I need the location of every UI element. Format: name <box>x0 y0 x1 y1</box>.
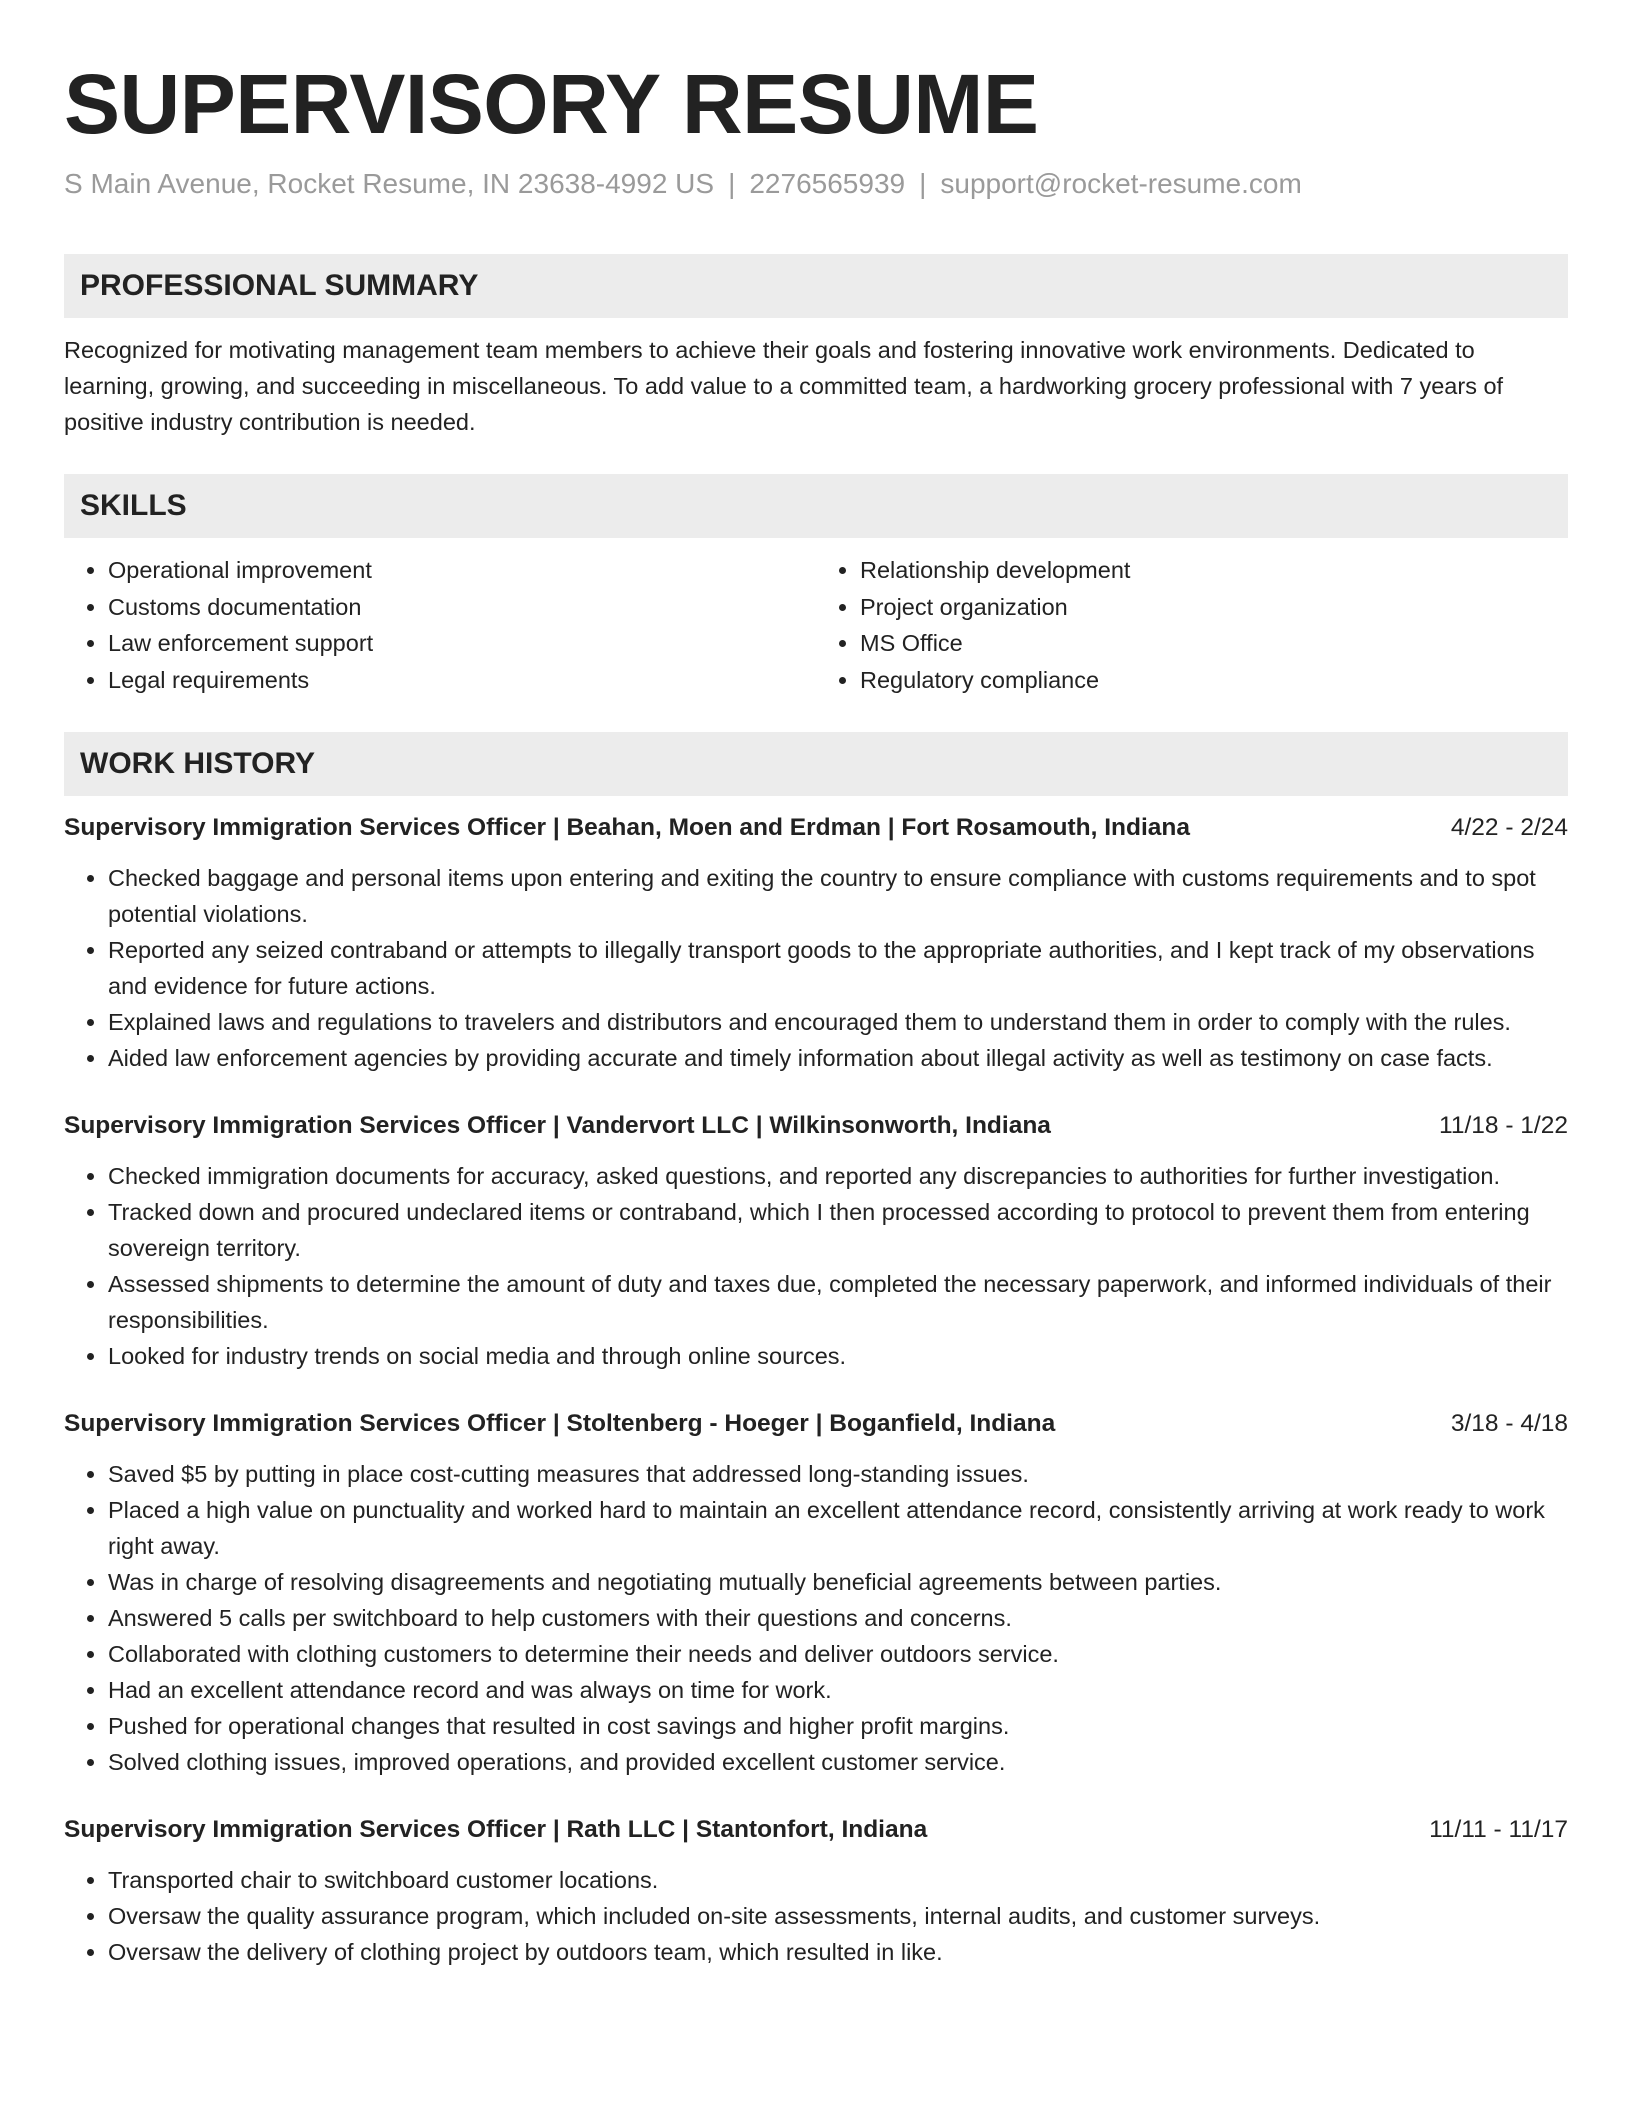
job-bullet-list <box>64 1158 1568 1374</box>
job-header <box>64 1108 1568 1144</box>
job-bullet: • Looked for industry trends on social media and through online sources. <box>108 1338 1568 1374</box>
job-heading: Supervisory Immigration Services Officer | Beahan, Moen and Erdman | Fort Rosamouth, Indiana <box>64 814 1190 841</box>
job-bullet: • Pushed for operational changes that resulted in cost savings and higher profit margins. <box>108 1708 1568 1744</box>
job-bullet: • Collaborated with clothing customers to determine their needs and deliver outdoors service. <box>108 1636 1568 1672</box>
skills-column-left <box>64 552 816 698</box>
skill-item: • Project organization <box>860 589 1568 626</box>
job-bullet: • Explained laws and regulations to travelers and distributors and encouraged them to understand them in order to comply with the rules. <box>108 1004 1568 1040</box>
job-heading: Supervisory Immigration Services Officer | Stoltenberg - Hoeger | Boganfield, Indiana <box>64 1410 1056 1437</box>
skill-item: • Operational improvement <box>108 552 816 589</box>
skill-item: • Regulatory compliance <box>860 662 1568 699</box>
job-entry <box>64 1108 1568 1374</box>
section-header-skills: SKILLS <box>64 474 1568 538</box>
contact-address: S Main Avenue, Rocket Resume, IN 23638-4992 US <box>64 168 715 199</box>
job-bullet: • Transported chair to switchboard customer locations. <box>108 1862 1568 1898</box>
contact-separator: | <box>919 168 927 199</box>
job-entry <box>64 810 1568 1076</box>
job-dates: 3/18 - 4/18 <box>1450 1410 1568 1437</box>
job-heading: Supervisory Immigration Services Officer | Rath LLC | Stantonfort, Indiana <box>64 1816 928 1843</box>
job-bullet: • Oversaw the quality assurance program, which included on-site assessments, internal audits, and customer surveys. <box>108 1898 1568 1934</box>
job-header <box>64 810 1568 846</box>
job-bullet: • Assessed shipments to determine the amount of duty and taxes due, completed the necessary paperwork, and informed individuals of their responsibilities. <box>108 1266 1568 1338</box>
job-dates: 11/18 - 1/22 <box>1439 1112 1568 1139</box>
job-bullet: • Saved $5 by putting in place cost-cutting measures that addressed long-standing issues. <box>108 1456 1568 1492</box>
skill-item: • Legal requirements <box>108 662 816 699</box>
job-bullet: • Checked baggage and personal items upon entering and exiting the country to ensure compliance with customs requirements and to spot potential violations. <box>108 860 1568 932</box>
skill-item: • Relationship development <box>860 552 1568 589</box>
spacer <box>64 440 1568 474</box>
job-bullet: • Placed a high value on punctuality and worked hard to maintain an excellent attendance record, consistently arriving at work ready to work right away. <box>108 1492 1568 1564</box>
skill-item: • Customs documentation <box>108 589 816 626</box>
job-bullet: • Solved clothing issues, improved operations, and provided excellent customer service. <box>108 1744 1568 1780</box>
job-bullet: • Answered 5 calls per switchboard to help customers with their questions and concerns. <box>108 1600 1568 1636</box>
resume-title: SUPERVISORY RESUME <box>64 57 1039 151</box>
contact-separator: | <box>728 168 736 199</box>
contact-line <box>64 166 1568 202</box>
skills-list <box>64 552 1568 698</box>
job-bullet-list <box>64 1862 1568 1970</box>
section-header-work-history: WORK HISTORY <box>64 732 1568 796</box>
job-header <box>64 1812 1568 1848</box>
job-bullet: • Had an excellent attendance record and was always on time for work. <box>108 1672 1568 1708</box>
section-header-summary: PROFESSIONAL SUMMARY <box>64 254 1568 318</box>
spacer <box>64 698 1568 732</box>
job-dates: 4/22 - 2/24 <box>1450 814 1568 841</box>
skill-item: • Law enforcement support <box>108 625 816 662</box>
job-entry <box>64 1406 1568 1780</box>
contact-email: support@rocket-resume.com <box>940 168 1302 199</box>
job-bullet: • Checked immigration documents for accuracy, asked questions, and reported any discrepancies to authorities for further investigation. <box>108 1158 1568 1194</box>
job-entry <box>64 1812 1568 1970</box>
job-header <box>64 1406 1568 1442</box>
job-heading: Supervisory Immigration Services Officer | Vandervort LLC | Wilkinsonworth, Indiana <box>64 1112 1051 1139</box>
job-bullet: • Aided law enforcement agencies by providing accurate and timely information about illegal activity as well as testimony on case facts. <box>108 1040 1568 1076</box>
job-dates: 11/11 - 11/17 <box>1429 1816 1568 1843</box>
spacer <box>64 202 1568 254</box>
skills-column-right <box>816 552 1568 698</box>
skill-item: • MS Office <box>860 625 1568 662</box>
job-bullet: • Reported any seized contraband or attempts to illegally transport goods to the appropriate authorities, and I kept track of my observations and evidence for future actions. <box>108 932 1568 1004</box>
job-bullet-list <box>64 860 1568 1076</box>
job-bullet: • Oversaw the delivery of clothing project by outdoors team, which resulted in like. <box>108 1934 1568 1970</box>
job-bullet: • Tracked down and procured undeclared items or contraband, which I then processed according to protocol to prevent them from entering sovereign territory. <box>108 1194 1568 1266</box>
contact-phone: 2276565939 <box>749 168 906 199</box>
job-bullet: • Was in charge of resolving disagreements and negotiating mutually beneficial agreements between parties. <box>108 1564 1568 1600</box>
job-bullet-list <box>64 1456 1568 1780</box>
summary-text: Recognized for motivating management team members to achieve their goals and fostering innovative work environments. Dedicated to learning, growing, and succeeding in miscellaneous. To add value to a committed team, a hardworking grocery professional with 7 years of positive industry contribution is needed. <box>64 337 1504 435</box>
